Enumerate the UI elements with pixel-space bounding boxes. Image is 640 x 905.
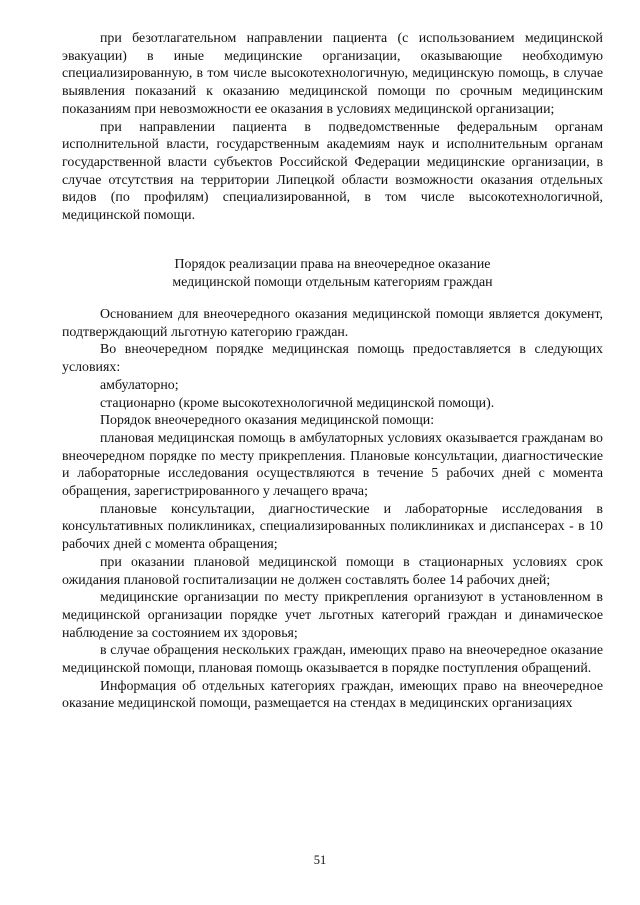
paragraph-procedure-intro: Порядок внеочередного оказания медицинской помощи: <box>100 413 435 429</box>
paragraph-planned-outpatient: плановая медицинская помощь в амбулаторных условиях оказывается гражданам во внеочередном порядке по месту прикрепления. Плановые консультации, диагностические и лабораторные исследования осуществляются в течение 5 рабочих дней с момента обращения, зарегистрированного у лечащего врача; <box>62 430 603 500</box>
section-heading-line-1: Порядок реализации права на внеочередное оказание <box>174 257 491 272</box>
paragraph-outpatient: амбулаторно; <box>100 377 179 393</box>
paragraph-hospitalization: при оказании плановой медицинской помощи в стационарных условиях срок ожидания плановой госпитализации не должен составлять более 14 рабочих дней; <box>62 554 603 588</box>
body-text-block <box>62 306 603 713</box>
paragraph-registration: медицинские организации по месту прикрепления организуют в установленном в медицинской организации порядке учет льготных категорий граждан и динамическое наблюдение за состоянием их здоровья; <box>62 590 603 641</box>
paragraph-federal-referral: при направлении пациента в подведомственные федеральным органам исполнительной власти, государственным академиям наук и исполнительным органам государственной власти субъектов Российской Федерации медицинские организации, в случае отсутствия на территории Липецкой области возможности оказания отдельных видов (по профилям) специализированной, в том числе высокотехнологичной, медицинской помощи. <box>62 119 603 224</box>
paragraph-information: Информация об отдельных категориях граждан, имеющих право на внеочередное оказание медицинской помощи, размещается на стендах в медицинских организациях <box>62 678 603 712</box>
section-heading-line-2: медицинской помощи отдельным категориям граждан <box>172 274 493 290</box>
paragraph-conditions-intro: Во внеочередном порядке медицинская помощь предоставляется в следующих условиях: <box>62 342 603 376</box>
paragraph-inpatient: стационарно (кроме высокотехнологичной медицинской помощи). <box>100 395 495 411</box>
paragraph-urgent-referral: при безотлагательном направлении пациента (с использованием медицинской эвакуации) в иные медицинские организации, оказывающие необходимую специализированную, в том числе высокотехнологичную, медицинскую помощь, в случае выявления показаний к оказанию медицинской помощи по срочным медицинским показаниям при невозможности ее оказания в условиях медицинской организации; <box>62 31 603 117</box>
section-heading <box>62 256 603 291</box>
paragraph-multiple-requests: в случае обращения нескольких граждан, имеющих право на внеочередное оказание медицинской помощи, плановая помощь оказывается в порядке поступления обращений. <box>62 643 603 677</box>
paragraph-consultations: плановые консультации, диагностические и лабораторные исследования в консультативных поликлиниках, специализированных поликлиниках и диспансерах - в 10 рабочих дней с момента обращения; <box>62 501 603 553</box>
paragraph-basis: Основанием для внеочередного оказания медицинской помощи является документ, подтверждающий льготную категорию граждан. <box>62 307 603 340</box>
page-number: 51 <box>313 853 327 867</box>
top-text-block <box>62 30 603 225</box>
